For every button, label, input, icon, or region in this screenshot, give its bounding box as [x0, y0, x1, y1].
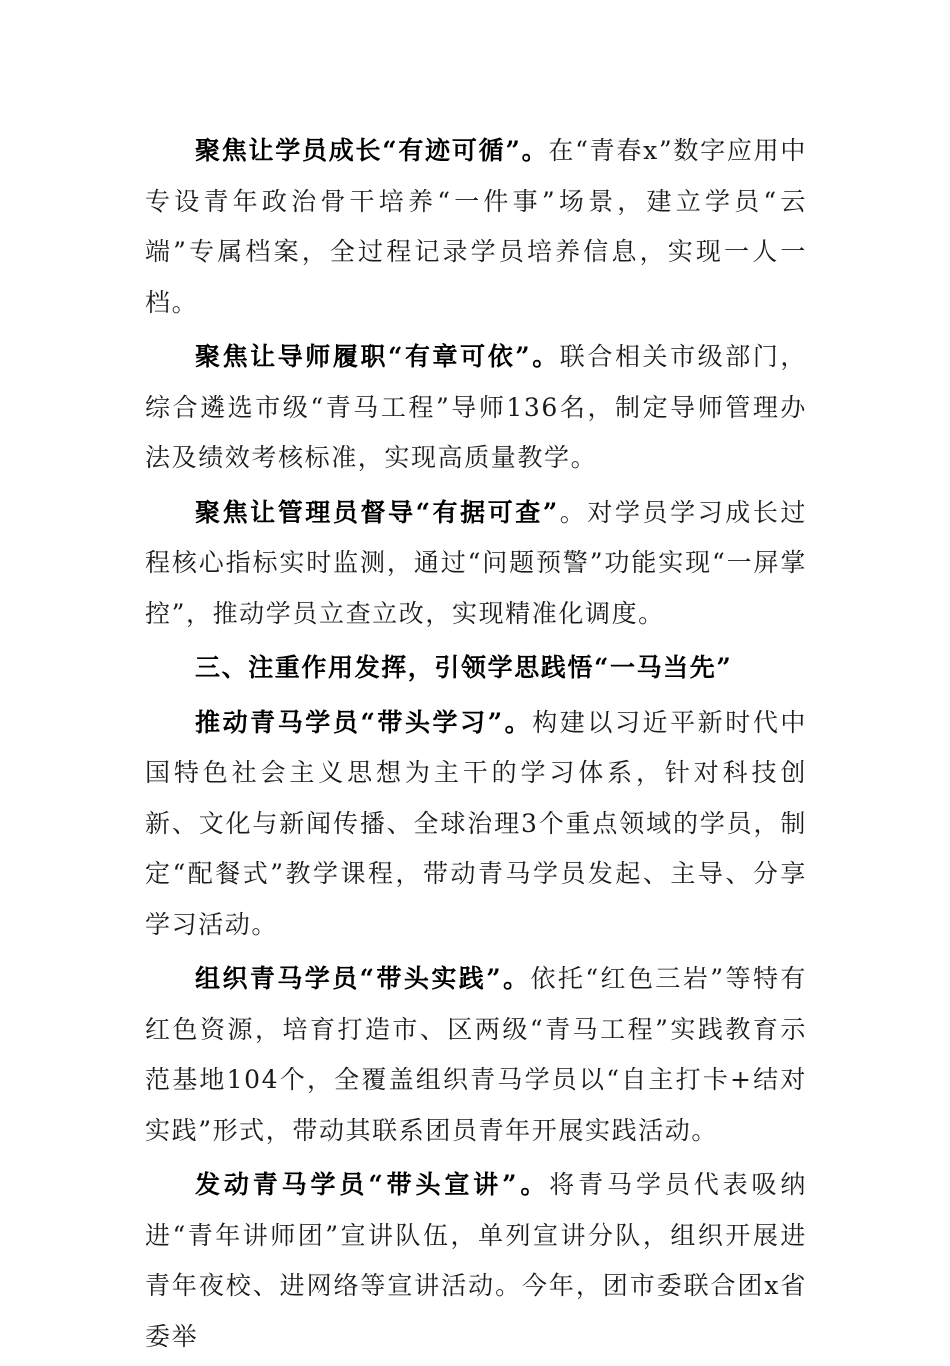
paragraph-4-body: 构建以习近平新时代中国特色社会主义思想为主干的学习体系，针对科技创新、文化与新闻传播、全球治理3个重点领域的学员，制定“配餐式”教学课程，带动青马学员发起、主导、分享学习活动。 [145, 707, 807, 939]
paragraph-2-body: 联合相关市级部门，综合遴选市级“青马工程”导师136名，制定导师管理办法及绩效考核标准，实现高质量教学。 [145, 342, 807, 472]
document-body [145, 126, 807, 1366]
paragraph-4 [145, 698, 807, 951]
paragraph-5 [145, 954, 807, 1156]
paragraph-1-body: 在“青春x”数字应用中专设青年政治骨干培养“一件事”场景，建立学员“云端”专属档案，全过程记录学员培养信息，实现一人一档。 [145, 136, 807, 317]
paragraph-4-lead: 推动青马学员“带头学习”。 [195, 707, 533, 737]
paragraph-1-lead: 聚焦让学员成长“有迹可循”。 [195, 136, 549, 165]
paragraph-3 [145, 488, 807, 640]
paragraph-5-lead: 组织青马学员“带头实践”。 [195, 964, 531, 993]
paragraph-2-lead: 聚焦让导师履职“有章可依”。 [195, 342, 560, 371]
paragraph-3-lead: 聚焦让管理员督导“有据可查” [195, 497, 559, 527]
paragraph-3-body: 。对学员学习成长过程核心指标实时监测，通过“问题预警”功能实现“一屏掌控”，推动学员立查立改，实现精准化调度。 [145, 497, 807, 628]
section-heading: 三、注重作用发挥，引领学思践悟“一马当先” [195, 653, 733, 682]
paragraph-2 [145, 332, 807, 484]
paragraph-1 [145, 126, 807, 328]
paragraph-6 [145, 1160, 807, 1362]
paragraph-6-lead: 发动青马学员“带头宣讲”。 [195, 1170, 550, 1199]
paragraph-5-body: 依托“红色三岩”等特有红色资源，培育打造市、区两级“青马工程”实践教育示范基地104个，全覆盖组织青马学员以“自主打卡+结对实践”形式，带动其联系团员青年开展实践活动。 [145, 964, 807, 1145]
paragraph-6-body: 将青马学员代表吸纳进“青年讲师团”宣讲队伍，单列宣讲分队，组织开展进青年夜校、进网络等宣讲活动。今年，团市委联合团x省委举 [145, 1170, 807, 1351]
